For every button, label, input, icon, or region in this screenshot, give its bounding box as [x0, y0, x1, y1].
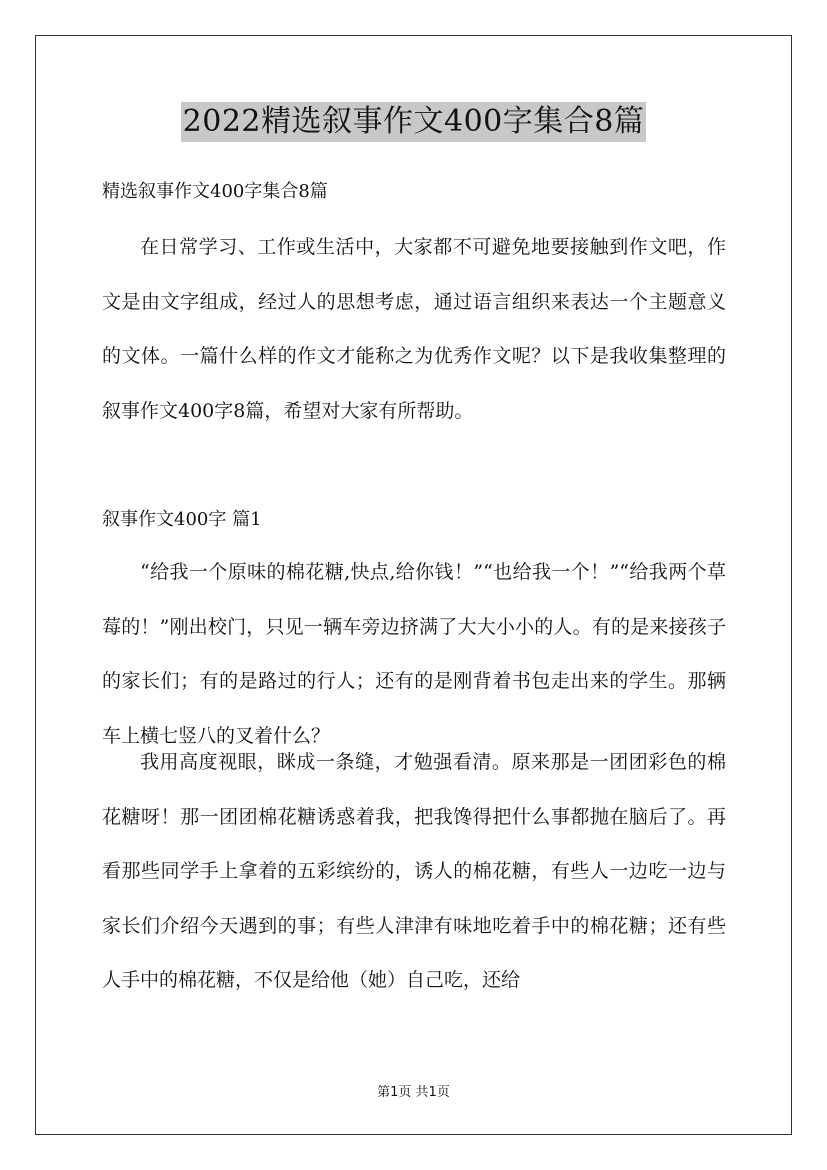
body-paragraph: “给我一个原味的棉花糖,快点,给你钱！”“也给我一个！”“给我两个草莓的！”刚出校门，只见一辆车旁边挤满了大大小小的人。有的是来接孩子的家长们；有的是路过的行人；还有的是刚背着书包走出来的学生。那辆车上横七竖八的叉着什么？	[102, 561, 726, 747]
section-heading: 叙事作文400字 篇1	[102, 509, 262, 530]
body-paragraph: 我用高度视眼，眯成一条缝，才勉强看清。原来那是一团团彩色的棉花糖呀！那一团团棉花糖诱惑着我，把我馋得把什么事都抛在脑后了。再看那些同学手上拿着的五彩缤纷的，诱人的棉花糖，有些人一边吃一边与家长们介绍今天遇到的事；有些人津津有味地吃着手中的棉花糖；还有些人手中的棉花糖，不仅是给他（她）自己吃，还给	[102, 751, 726, 991]
document-title: 2022精选叙事作文400字集合8篇	[181, 102, 647, 142]
page-footer: 第1页 共1页	[377, 1085, 450, 1100]
intro-paragraph: 在日常学习、工作或生活中，大家都不可避免地要接触到作文吧，作文是由文字组成，经过人的思想考虑，通过语言组织来表达一个主题意义的文体。一篇什么样的作文才能称之为优秀作文呢？以下是我收集整理的叙事作文400字8篇，希望对大家有所帮助。	[102, 236, 726, 422]
title-container	[0, 102, 827, 142]
document-subtitle: 精选叙事作文400字集合8篇	[102, 181, 328, 202]
